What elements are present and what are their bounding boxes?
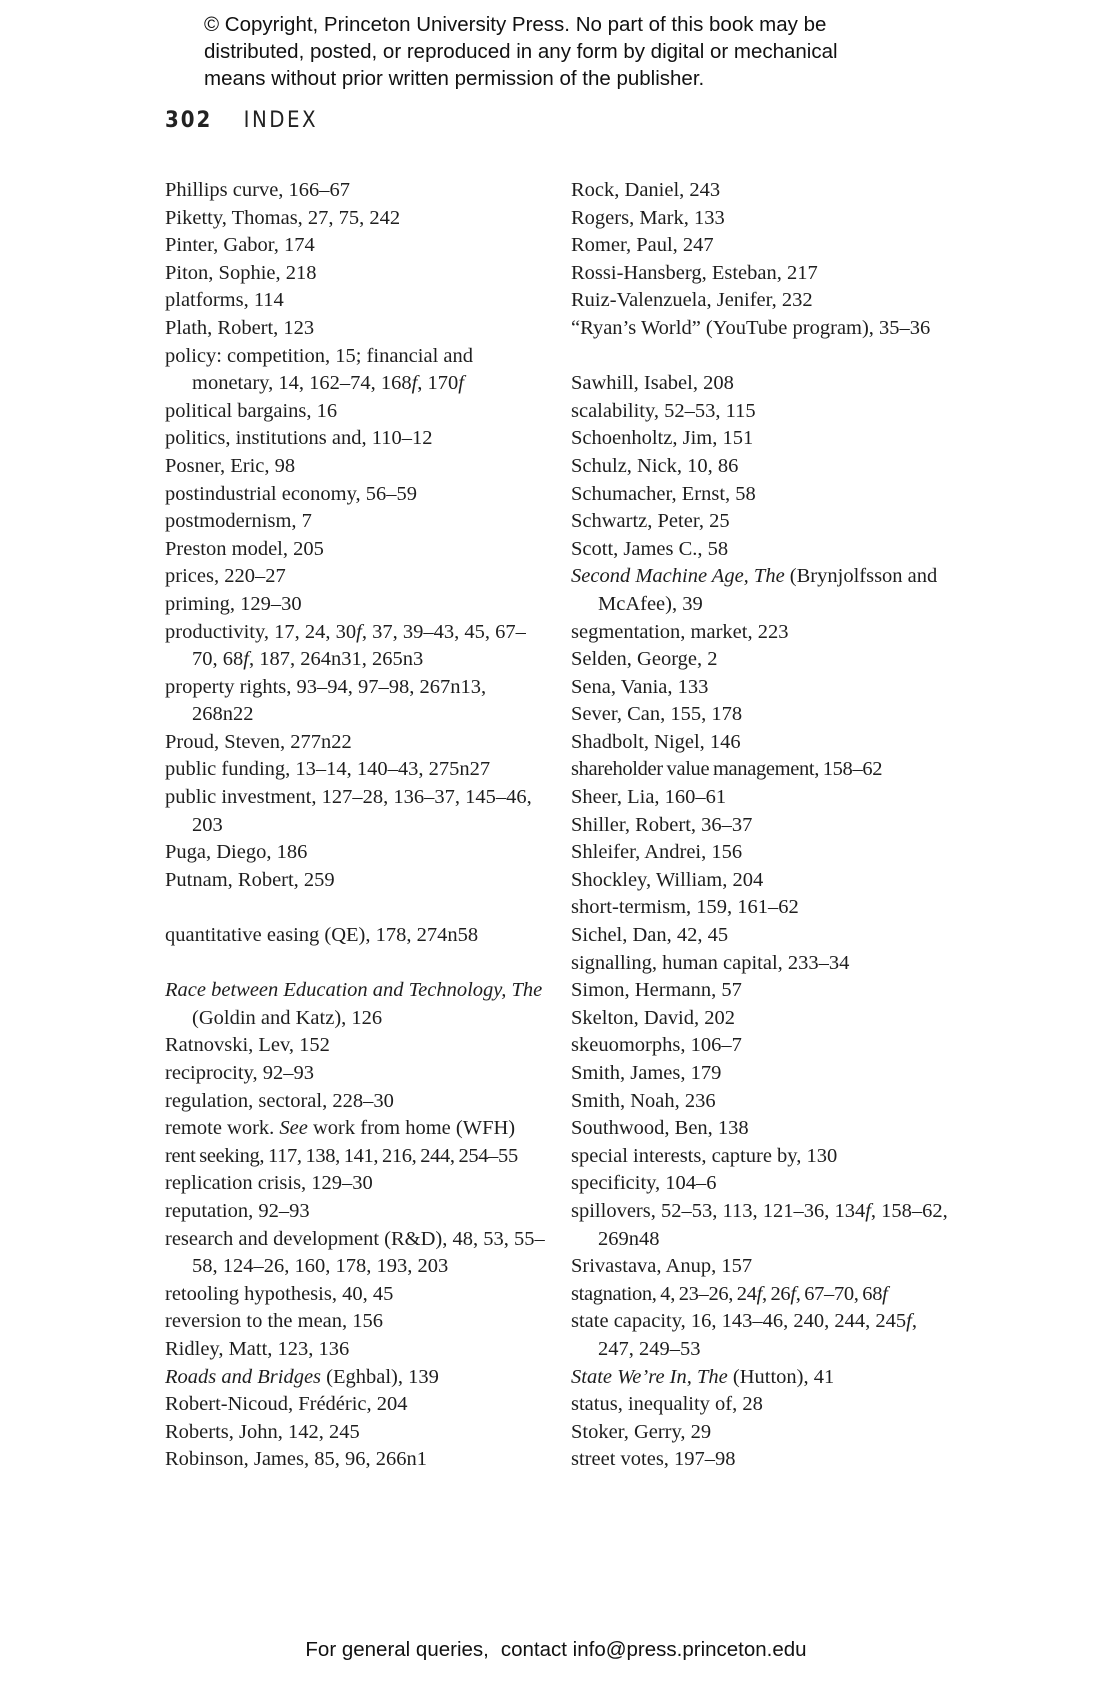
index-entry: quantitative easing (QE), 178, 274n58 [165, 924, 479, 947]
index-entry: Selden, George, 2 [571, 648, 718, 671]
index-entry: Sever, Can, 155, 178 [571, 703, 743, 726]
copyright-line: distributed, posted, or reproduced in any form by digital or mechanical [204, 40, 838, 63]
index-entry: Schwartz, Peter, 25 [571, 510, 730, 533]
index-entry: signalling, human capital, 233–34 [571, 951, 850, 974]
index-entry: postmodernism, 7 [165, 510, 312, 533]
index-entry: Sena, Vania, 133 [571, 675, 709, 698]
running-head [165, 108, 318, 133]
section-title: INDEX [243, 108, 319, 133]
index-entry: Rossi-Hansberg, Esteban, 217 [571, 261, 818, 284]
index-entry: Sheer, Lia, 160–61 [571, 786, 727, 809]
page-number: 302 [165, 108, 213, 133]
index-entry: politics, institutions and, 110–12 [165, 427, 433, 450]
index-entry: Second Machine Age, The (Brynjolfsson and McAfee), 39 [571, 565, 938, 615]
index-entry: property rights, 93–94, 97–98, 267n13, 268n22 [165, 675, 487, 726]
index-entry: specificity, 104–6 [571, 1172, 717, 1195]
index-entry: short-termism, 159, 161–62 [571, 896, 799, 919]
index-entry: Puga, Diego, 186 [165, 841, 308, 864]
index-entry: Robinson, James, 85, 96, 266n1 [165, 1448, 427, 1471]
index-entry: public funding, 13–14, 140–43, 275n27 [165, 758, 491, 781]
index-entry: street votes, 197–98 [571, 1448, 736, 1471]
index-entry: state capacity, 16, 143–46, 240, 244, 245f, 247, 249–53 [571, 1310, 917, 1360]
index-entry: State We’re In, The (Hutton), 41 [571, 1365, 835, 1388]
index-column-right [571, 177, 951, 1474]
index-entry: Posner, Eric, 98 [165, 454, 296, 477]
index-entry: Shleifer, Andrei, 156 [571, 841, 743, 864]
index-entry: Shadbolt, Nigel, 146 [571, 730, 741, 753]
index-entry: Schumacher, Ernst, 58 [571, 482, 756, 505]
index-entry: stagnation, 4, 23–26, 24f, 26f, 67–70, 68f [571, 1282, 888, 1305]
index-letter-gap [571, 343, 951, 371]
index-entry: Piton, Sophie, 218 [165, 261, 317, 284]
index-entry: spillovers, 52–53, 113, 121–36, 134f, 158–62, 269n48 [571, 1199, 948, 1250]
index-entry: priming, 129–30 [165, 592, 302, 615]
index-entry: Putnam, Robert, 259 [165, 868, 335, 891]
index-entry: skeuomorphs, 106–7 [571, 1034, 742, 1057]
index-entry: segmentation, market, 223 [571, 620, 789, 643]
index-entry: postindustrial economy, 56–59 [165, 482, 418, 505]
index-entry: Preston model, 205 [165, 537, 324, 560]
index-entry: Ratnovski, Lev, 152 [165, 1034, 330, 1057]
index-entry: Stoker, Gerry, 29 [571, 1420, 712, 1443]
footer-contact: contact info@press.princeton.edu [500, 1638, 807, 1661]
index-entry: Ridley, Matt, 123, 136 [165, 1337, 350, 1360]
index-entry: status, inequality of, 28 [571, 1393, 763, 1416]
index-entry: Robert-Nicoud, Frédéric, 204 [165, 1393, 408, 1416]
index-entry: rent seeking, 117, 138, 141, 216, 244, 254–55 [165, 1144, 518, 1167]
index-entry: reversion to the mean, 156 [165, 1310, 384, 1333]
index-entry: shareholder value management, 158–62 [571, 758, 883, 781]
index-entry: Proud, Steven, 277n22 [165, 730, 352, 753]
copyright-line: © Copyright, Princeton University Press. No part of this book may be [204, 13, 827, 36]
index-entry: public investment, 127–28, 136–37, 145–46, 203 [165, 786, 532, 836]
index-entry: prices, 220–27 [165, 565, 286, 588]
index-entry: “Ryan’s World” (YouTube program), 35–36 [571, 316, 931, 339]
index-entry: Piketty, Thomas, 27, 75, 242 [165, 206, 401, 229]
index-entry: reputation, 92–93 [165, 1199, 310, 1222]
index-entry: regulation, sectoral, 228–30 [165, 1089, 394, 1112]
index-entry: research and development (R&D), 48, 53, 55–58, 124–26, 160, 178, 193, 203 [165, 1227, 545, 1278]
index-entry: special interests, capture by, 130 [571, 1144, 838, 1167]
index-entry: Pinter, Gabor, 174 [165, 234, 315, 257]
index-entry: policy: competition, 15; financial and monetary, 14, 162–74, 168f, 170f [165, 344, 473, 395]
index-entry: platforms, 114 [165, 289, 284, 312]
index-entry: Romer, Paul, 247 [571, 234, 714, 257]
index-entry: Shiller, Robert, 36–37 [571, 813, 753, 836]
copyright-notice [204, 11, 964, 92]
index-entry: Schoenholtz, Jim, 151 [571, 427, 754, 450]
index-entry: scalability, 52–53, 115 [571, 399, 756, 422]
index-entry: Skelton, David, 202 [571, 1006, 735, 1029]
index-entry: retooling hypothesis, 40, 45 [165, 1282, 394, 1305]
index-entry: productivity, 17, 24, 30f, 37, 39–43, 45, 67–70, 68f, 187, 264n31, 265n3 [165, 620, 526, 671]
index-entry: Sawhill, Isabel, 208 [571, 372, 734, 395]
index-entry: Race between Education and Technology, The (Goldin and Katz), 126 [165, 979, 543, 1029]
index-entry: Rock, Daniel, 243 [571, 179, 721, 201]
index-entry: Smith, Noah, 236 [571, 1089, 716, 1112]
index-letter-gap [165, 950, 545, 978]
index-entry: Simon, Hermann, 57 [571, 979, 742, 1002]
index-entry: Scott, James C., 58 [571, 537, 729, 560]
index-entry: Phillips curve, 166–67 [165, 179, 351, 201]
index-entry: Schulz, Nick, 10, 86 [571, 454, 739, 477]
copyright-line: means without prior written permission of the publisher. [204, 67, 705, 90]
index-entry: Sichel, Dan, 42, 45 [571, 924, 729, 947]
index-entry: political bargains, 16 [165, 399, 338, 422]
footer-label: For general queries, [305, 1638, 489, 1661]
index-entry: remote work. See work from home (WFH) [165, 1117, 516, 1140]
index-entry: Srivastava, Anup, 157 [571, 1255, 753, 1278]
footer [0, 1638, 1100, 1662]
index-entry: Southwood, Ben, 138 [571, 1117, 749, 1140]
index-entry: Shockley, William, 204 [571, 868, 764, 891]
index-column-left [165, 177, 545, 1474]
index-entry: Rogers, Mark, 133 [571, 206, 725, 229]
index-entry: Roberts, John, 142, 245 [165, 1420, 360, 1443]
index-entry: Ruiz-Valenzuela, Jenifer, 232 [571, 289, 813, 312]
index-letter-gap [165, 894, 545, 922]
index-entry: Roads and Bridges (Eghbal), 139 [165, 1365, 439, 1388]
index-entry: replication crisis, 129–30 [165, 1172, 373, 1195]
index-entry: reciprocity, 92–93 [165, 1062, 314, 1084]
index-entry: Smith, James, 179 [571, 1062, 722, 1084]
index-entry: Plath, Robert, 123 [165, 316, 315, 339]
